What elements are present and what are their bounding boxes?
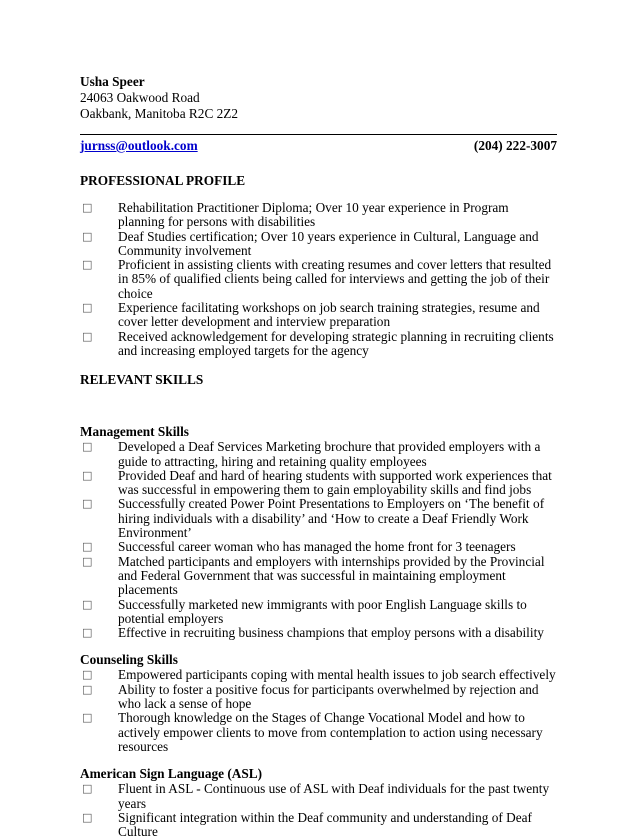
list-item bbox=[80, 258, 557, 301]
list-item bbox=[80, 598, 557, 627]
counseling-list bbox=[80, 668, 557, 754]
list-item-text: Effective in recruiting business champions that employ persons with a disability bbox=[118, 625, 544, 641]
list-item-text: Matched participants and employers with internships provided by the Provincial and Federal Government that was successful in maintaining employment placements bbox=[118, 553, 545, 598]
list-item bbox=[80, 201, 557, 230]
phone-number: (204) 222-3007 bbox=[473, 138, 557, 153]
applicant-name: Usha Speer bbox=[80, 74, 145, 89]
bullet-icon: □ bbox=[82, 682, 93, 696]
bullet-icon: □ bbox=[82, 468, 93, 482]
resume-page bbox=[80, 74, 557, 839]
bullet-icon: □ bbox=[82, 301, 93, 315]
bullet-icon: □ bbox=[82, 229, 93, 243]
list-item bbox=[80, 811, 557, 839]
list-item-text: Provided Deaf and hard of hearing students with supported work experiences that was successful in empowering them to gain employability skills and find jobs bbox=[118, 467, 552, 498]
bullet-icon: □ bbox=[82, 201, 93, 214]
bullet-icon: □ bbox=[82, 597, 93, 611]
list-item bbox=[80, 230, 557, 259]
bullet-icon: □ bbox=[82, 329, 93, 343]
list-item-text: Successful career woman who has managed the home front for 3 teenagers bbox=[118, 539, 516, 555]
list-item bbox=[80, 555, 557, 598]
list-item-text: Successfully created Power Point Presentations to Employers on ‘The benefit of hiring individuals with a disability’ and ‘How to create a Deaf Friendly Work Environment’ bbox=[118, 496, 545, 541]
list-item bbox=[80, 540, 557, 554]
list-item-text: Significant integration within the Deaf community and understanding of Deaf Culture bbox=[118, 809, 532, 839]
list-item-text: Experience facilitating workshops on job search training strategies, resume and cover letter development and interview preparation bbox=[118, 300, 540, 330]
address-line-1: 24063 Oakwood Road bbox=[80, 90, 200, 105]
bullet-icon: □ bbox=[82, 810, 93, 824]
list-item-text: Developed a Deaf Services Marketing brochure that provided employers with a guide to attracting, hiring and retaining quality employees bbox=[118, 439, 541, 469]
subhead-management: Management Skills bbox=[80, 424, 189, 440]
bullet-icon: □ bbox=[82, 440, 93, 454]
bullet-icon: □ bbox=[82, 668, 93, 682]
list-item bbox=[80, 782, 557, 811]
section-title-profile: PROFESSIONAL PROFILE bbox=[80, 173, 246, 188]
list-item-text: Ability to foster a positive focus for participants overwhelmed by rejection and who lack a sense of hope bbox=[118, 681, 539, 712]
management-list bbox=[80, 440, 557, 640]
subhead-counseling: Counseling Skills bbox=[80, 652, 178, 668]
list-item bbox=[80, 440, 557, 469]
list-item-text: Fluent in ASL - Continuous use of ASL with Deaf individuals for the past twenty years bbox=[118, 781, 550, 811]
email-link[interactable]: jurnss@outlook.com bbox=[80, 138, 198, 153]
bullet-icon: □ bbox=[82, 711, 93, 725]
address-line-2: Oakbank, Manitoba R2C 2Z2 bbox=[80, 106, 239, 121]
list-item-text: Thorough knowledge on the Stages of Change Vocational Model and how to actively empower clients to move from contemplation to action using necessary resources bbox=[118, 710, 543, 754]
list-item-text: Rehabilitation Practitioner Diploma; Over 10 year experience in Program planning for persons with disabilities bbox=[118, 200, 509, 230]
bullet-icon: □ bbox=[82, 540, 93, 554]
bullet-icon: □ bbox=[82, 554, 93, 568]
list-item-text: Successfully marketed new immigrants with poor English Language skills to potential employers bbox=[118, 596, 527, 626]
contact-row bbox=[80, 134, 557, 153]
list-item bbox=[80, 711, 557, 754]
profile-list bbox=[80, 201, 557, 358]
list-item bbox=[80, 330, 557, 359]
asl-list bbox=[80, 782, 557, 839]
list-item bbox=[80, 497, 557, 540]
bullet-icon: □ bbox=[82, 782, 93, 796]
list-item bbox=[80, 301, 557, 330]
list-item-text: Empowered participants coping with mental health issues to job search effectively bbox=[118, 667, 556, 683]
list-item bbox=[80, 626, 557, 640]
list-item bbox=[80, 668, 557, 682]
bullet-icon: □ bbox=[82, 626, 93, 640]
bullet-icon: □ bbox=[82, 258, 93, 272]
list-item-text: Received acknowledgement for developing strategic planning in recruiting clients and increasing employed targets for the agency bbox=[118, 328, 554, 358]
list-item bbox=[80, 469, 557, 498]
bullet-icon: □ bbox=[82, 497, 93, 511]
list-item-text: Deaf Studies certification; Over 10 years experience in Cultural, Language and Community involvement bbox=[118, 228, 539, 258]
subhead-asl: American Sign Language (ASL) bbox=[80, 766, 263, 782]
list-item-text: Proficient in assisting clients with creating resumes and cover letters that resulted in 85% of qualified clients being called for interviews and getting the job of their choice bbox=[118, 257, 552, 301]
list-item bbox=[80, 683, 557, 712]
section-title-skills: RELEVANT SKILLS bbox=[80, 372, 204, 388]
